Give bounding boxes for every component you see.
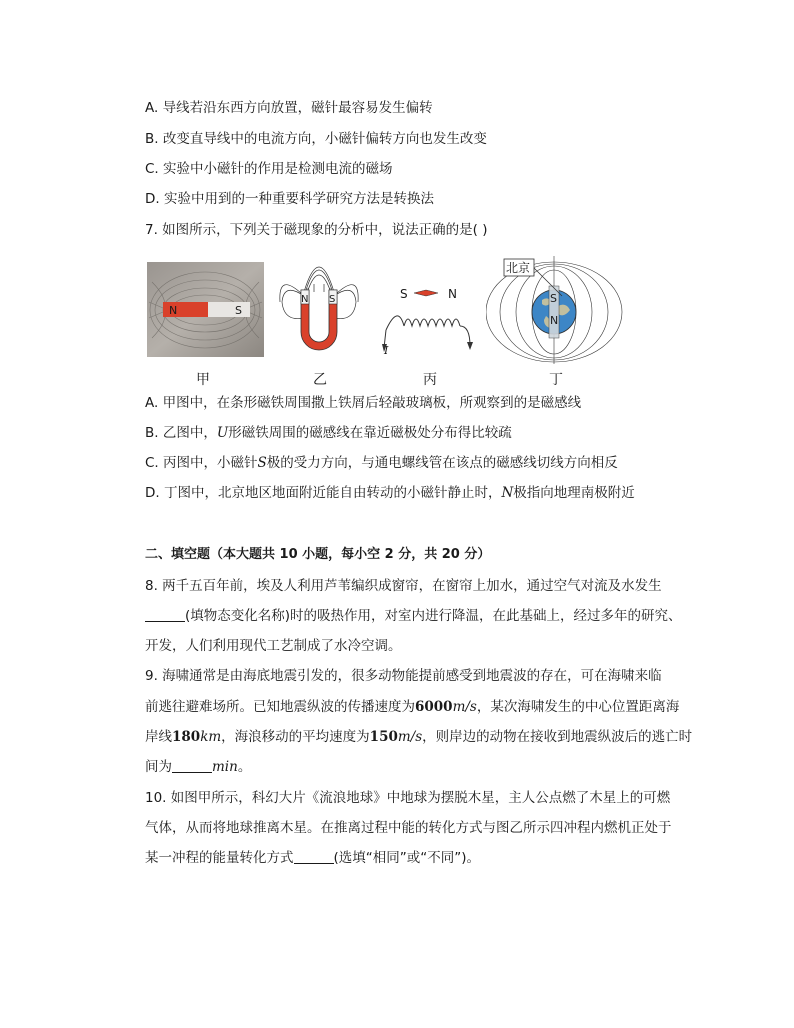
q8-answer-blank[interactable] xyxy=(145,607,185,622)
q10-line-1: 10. 如图甲所示，科幻大片《流浪地球》中地球为摆脱木星，主人公点燃了木星上的可燃 xyxy=(145,790,671,806)
q7-option-c-var: S xyxy=(257,455,267,471)
q7-option-b-text-2: 形磁铁周围的磁感线在靠近磁极处分布得比较疏 xyxy=(228,425,512,441)
q10-line-3-text-2: (选填“相同”或“不同”)。 xyxy=(333,850,481,866)
q9-line-2 xyxy=(145,697,679,717)
figure-bing-solenoid xyxy=(378,282,478,362)
q9-line-2-text: 前逃往避难场所。已知地震纵波的传播速度为 xyxy=(145,699,415,715)
q10-line-3-text: 某一冲程的能量转化方式 xyxy=(145,850,294,866)
magnet-south-half xyxy=(208,302,250,317)
figure-jia-bar-magnet xyxy=(147,262,264,357)
q7-option-d-var: N xyxy=(501,485,514,501)
q7-option-a: A. 甲图中，在条形磁铁周围撒上铁屑后轻敲玻璃板，所观察到的是磁感线 xyxy=(145,395,582,411)
q9-line-1: 9. 海啸通常是由海底地震引发的，很多动物能提前感受到地震波的存在，可在海啸来临 xyxy=(145,668,662,684)
beijing-label: 北京 xyxy=(506,261,531,275)
q9-line-2-text-2: ，某次海啸发生的中心位置距离海 xyxy=(476,699,680,715)
earth-s-label: S xyxy=(550,292,557,305)
q9-line-4 xyxy=(145,757,251,777)
magnet-n-label: N xyxy=(169,304,178,317)
q7-option-d-text-2: 极指向地理南极附近 xyxy=(513,485,635,501)
q7-option-c-text: C. 丙图中，小磁针 xyxy=(145,455,258,471)
compass-needle xyxy=(414,290,438,296)
q7-option-b xyxy=(145,423,512,443)
compass-n-label: N xyxy=(448,287,457,301)
figure-label-yi: 乙 xyxy=(313,372,327,388)
q6-option-c: C. 实验中小磁针的作用是检测电流的磁场 xyxy=(145,161,393,177)
q7-option-d xyxy=(145,483,635,503)
q10-line-2: 气体，从而将地球推离木星。在推离过程中能的转化方式与图乙所示四冲程内燃机正处于 xyxy=(145,820,672,836)
q9-line-3 xyxy=(145,727,692,747)
figure-label-ding: 丁 xyxy=(549,372,563,388)
q8-line-1: 8. 两千五百年前，埃及人利用芦苇编织成窗帘，在窗帘上加水，通过空气对流及水发生 xyxy=(145,578,662,594)
figure-yi-u-magnet xyxy=(278,262,360,362)
q6-option-b: B. 改变直导线中的电流方向，小磁针偏转方向也发生改变 xyxy=(145,131,487,147)
magnet-s-label: S xyxy=(235,304,242,317)
q7-option-b-var: U xyxy=(216,425,229,441)
q7-option-c-text-2: 极的受力方向，与通电螺线管在该点的磁感线切线方向相反 xyxy=(266,455,618,471)
q7-option-b-text: B. 乙图中， xyxy=(145,425,217,441)
earth-n-label: N xyxy=(550,314,559,327)
q9-wave-speed-value: 6000 xyxy=(415,699,453,715)
current-i-label: I xyxy=(384,344,389,357)
q9-line-3-text: 岸线 xyxy=(145,729,172,745)
section-2-title: 二、填空题（本大题共 10 小题，每小空 2 分，共 20 分） xyxy=(145,547,491,562)
q9-answer-unit: min xyxy=(212,759,238,775)
u-magnet-s-label: S xyxy=(329,294,336,305)
figure-ding-earth-field xyxy=(486,256,626,364)
q9-distance-unit: km xyxy=(200,729,222,745)
q9-answer-blank[interactable] xyxy=(172,758,212,773)
q8-line-2 xyxy=(145,606,682,626)
q7-option-d-text: D. 丁图中，北京地区地面附近能自由转动的小磁针静止时， xyxy=(145,485,502,501)
q9-line-4-text-2: 。 xyxy=(237,759,252,775)
q9-line-3-text-2: ，海浪移动的平均速度为 xyxy=(221,729,370,745)
q7-option-c xyxy=(145,453,618,473)
q7-stem: 7. 如图所示，下列关于磁现象的分析中，说法正确的是( ) xyxy=(145,222,488,238)
q10-answer-blank[interactable] xyxy=(294,849,334,864)
q9-line-3-text-3: ，则岸边的动物在接收到地震纵波后的逃亡时 xyxy=(422,729,693,745)
q9-line-4-text: 间为 xyxy=(145,759,172,775)
q10-line-3 xyxy=(145,848,480,868)
figure-label-bing: 丙 xyxy=(423,372,437,388)
q6-option-a: A. 导线若沿东西方向放置，磁针最容易发生偏转 xyxy=(145,100,433,116)
figure-label-jia: 甲 xyxy=(196,372,210,388)
q8-line-3: 开发，人们利用现代工艺制成了水冷空调。 xyxy=(145,638,402,654)
compass-s-label: S xyxy=(400,287,408,301)
q9-wave-speed-unit: m/s xyxy=(452,699,477,715)
u-magnet-n-label: N xyxy=(301,294,309,305)
q9-wave-move-speed-unit: m/s xyxy=(397,729,423,745)
q9-wave-move-speed-value: 150 xyxy=(369,729,398,745)
q8-line-2-text: (填物态变化名称)时的吸热作用，对室内进行降温，在此基础上，经过多年的研究、 xyxy=(185,608,682,624)
q9-distance-value: 180 xyxy=(172,729,201,745)
q6-option-d: D. 实验中用到的一种重要科学研究方法是转换法 xyxy=(145,191,434,207)
